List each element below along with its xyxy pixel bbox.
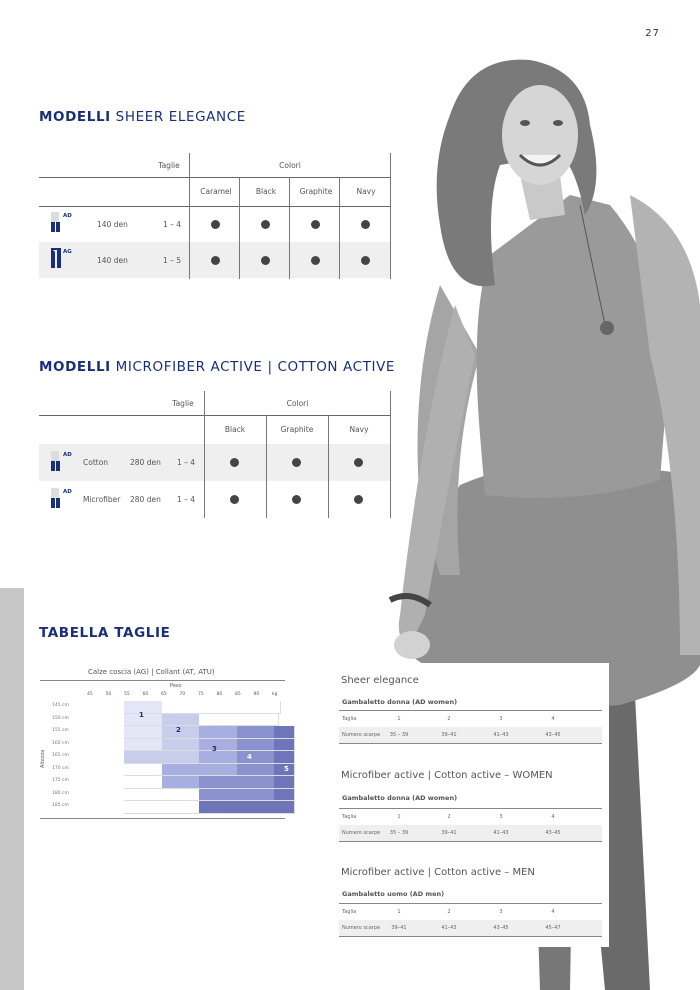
size-zone-cell [274,801,295,814]
weight-tick: 80 [216,692,223,697]
weight-tick: 70 [179,692,186,697]
available-dot [361,220,370,229]
size-range: 1 – 4 [163,219,182,229]
row-label: Numero scarpe [342,830,381,836]
size-zone-label: 1 [139,711,144,719]
size-zone-cell [274,739,295,752]
section-heading-sheer [39,109,246,125]
model-code: AD [63,213,72,219]
available-dot [261,220,270,229]
size-range: 1 – 4 [177,495,196,504]
denier: 280 den [130,458,161,467]
row-label: Taglia [342,909,357,915]
page-number: 27 [645,28,660,39]
size-zone-cell [199,776,239,789]
height-tick: 150 cm [52,715,69,721]
size-value: 4 [551,909,555,915]
heading-bold: MODELLI [39,109,111,125]
size-value: 1 [397,814,401,820]
size-zone-cell [199,764,239,777]
shoe-value: 43–45 [493,925,509,931]
available-dot [292,495,301,504]
shoe-value: 39–41 [391,925,407,931]
grid-cell [162,789,202,802]
heading-rest: MICROFIBER ACTIVE | COTTON ACTIVE [110,359,396,375]
size-zone-cell [162,776,202,789]
height-tick: 185 cm [52,803,69,808]
size-zone-cell [124,726,164,739]
size-zone-cell [199,751,239,764]
shoe-row [339,727,602,744]
grid-cell [124,776,164,789]
shoe-value: 45–47 [545,925,561,931]
size-value: 4 [551,814,555,820]
color-label: Caramel [200,187,232,196]
size-row [339,903,602,921]
panel-subtitle: Gambaletto donna (AD women) [342,794,458,802]
size-zone-cell [237,776,277,789]
size-range: 1 – 4 [177,458,196,467]
available-dot [354,458,363,467]
size-zone-cell [199,726,239,739]
size-value: 2 [447,909,451,915]
size-zone-cell [162,714,202,727]
model-code: AD [63,489,72,495]
height-tick: 175 cm [52,778,69,783]
shoe-value: 43–45 [545,830,561,836]
shoe-value: 35 – 39 [389,830,409,836]
size-zone-cell [124,701,164,714]
available-dot [354,495,363,504]
size-grid [84,701,309,815]
size-zone-label: 5 [284,765,289,773]
model-name: Microfiber [83,495,121,504]
denier: 140 den [97,219,128,229]
row-label: Taglia [342,716,357,722]
product-table-microfiber [39,391,391,518]
shoe-value: 41–43 [493,830,509,836]
size-zone-label: 4 [247,753,252,761]
shoe-value: 43–45 [545,732,561,738]
size-zone-cell [237,801,277,814]
weight-tick: 85 [235,692,241,697]
height-tick: 180 cm [52,790,69,796]
size-panel [335,663,609,947]
size-range: 1 – 5 [163,255,182,265]
size-zone-label: 3 [212,745,217,753]
table-row [39,444,391,481]
weight-tick: 50 [105,692,112,697]
size-zone-cell [124,751,164,764]
size-zone-cell [124,739,164,752]
col-colori: Colori [286,398,309,408]
section-heading-microfiber [39,359,395,375]
col-colori: Colori [279,160,301,170]
size-value: 3 [499,814,503,820]
height-tick: 160 cm [52,740,69,746]
color-label: Navy [356,187,376,196]
size-zone-cell [199,739,239,752]
size-zone-cell [274,776,295,789]
model-name: Cotton [83,458,109,467]
heading-rest: SHEER ELEGANCE [110,109,246,125]
color-label: Black [255,187,277,196]
available-dot [261,256,270,265]
weight-tick: 75 [198,692,204,697]
available-dot [311,256,320,265]
size-zone-cell [274,789,295,802]
size-chart [40,665,289,820]
shoe-value: 41–43 [493,732,509,738]
product-table-sheer [39,153,391,279]
available-dot [361,256,370,265]
size-zone-cell [237,764,277,777]
side-accent-bar [0,588,24,990]
shoe-value: 41–43 [441,925,457,931]
size-zone-cell [199,789,239,802]
panel-subtitle: Gambaletto donna (AD women) [342,698,458,706]
panel-title: Microfiber active | Cotton active – WOMEN [341,770,553,781]
panel-title: Sheer elegance [341,675,419,686]
available-dot [211,220,220,229]
weight-tick: 90 [253,692,260,697]
height-tick: 165 cm [52,753,69,758]
size-value: 2 [447,814,451,820]
size-value: 4 [551,716,555,722]
available-dot [230,495,239,504]
size-row [339,808,602,826]
section-heading-sizes: TABELLA TAGLIE [39,625,171,641]
weight-tick: 65 [161,692,167,697]
grid-cell [124,801,164,814]
row-label: Taglia [342,814,357,820]
shoe-row [339,825,602,842]
size-zone-cell [162,751,202,764]
grid-cell [162,701,281,714]
row-label: Numero scarpe [342,925,381,931]
heading-bold: MODELLI [39,359,111,375]
chart-title: Calze coscia (AG) | Collant (AT, ATU) [88,668,215,676]
weight-tick: 55 [124,692,130,697]
denier: 140 den [97,255,128,265]
size-value: 3 [499,909,503,915]
height-axis-label: Altezza [40,749,46,768]
weight-axis-label: Peso [170,683,182,689]
size-zone-cell [162,726,202,739]
size-zone-cell [199,801,239,814]
grid-cell [199,714,279,727]
height-tick: 145 cm [52,703,69,708]
size-zone-label: 2 [176,726,181,734]
size-zone-cell [124,714,164,727]
grid-cell [124,789,164,802]
height-tick: 170 cm [52,765,69,771]
row-label: Numero scarpe [342,732,381,738]
size-zone-cell [237,726,277,739]
size-value: 1 [397,716,401,722]
weight-tick: kg [272,692,278,697]
size-value: 1 [397,909,401,915]
available-dot [211,256,220,265]
denier: 280 den [130,495,161,504]
col-taglie: Taglie [158,160,180,170]
weight-tick: 60 [142,692,149,697]
color-label: Navy [349,425,369,434]
shoe-value: 39–41 [441,830,457,836]
shoe-value: 39–41 [441,732,457,738]
size-zone-cell [237,751,277,764]
table-row [39,481,391,518]
shoe-value: 35 – 39 [389,732,409,738]
color-label: Black [224,425,246,434]
panel-subtitle: Gambaletto uomo (AD men) [342,890,445,898]
size-zone-cell [162,764,202,777]
size-row [339,710,602,728]
weight-tick: 45 [87,692,93,697]
color-label: Graphite [299,187,333,196]
available-dot [311,220,320,229]
size-value: 3 [499,716,503,722]
size-zone-cell [237,789,277,802]
size-value: 2 [447,716,451,722]
model-code: AD [63,452,72,458]
grid-cell [124,764,164,777]
col-taglie: Taglie [172,398,194,408]
size-zone-cell [162,739,202,752]
panel-title: Microfiber active | Cotton active – MEN [341,867,535,878]
available-dot [230,458,239,467]
model-code: AG [63,249,72,255]
available-dot [292,458,301,467]
size-zone-cell [274,726,295,739]
height-tick: 155 cm [52,728,69,733]
size-zone-cell [237,739,277,752]
size-zone-cell [274,751,295,764]
grid-cell [162,801,202,814]
color-label: Graphite [280,425,314,434]
shoe-row [339,920,602,937]
